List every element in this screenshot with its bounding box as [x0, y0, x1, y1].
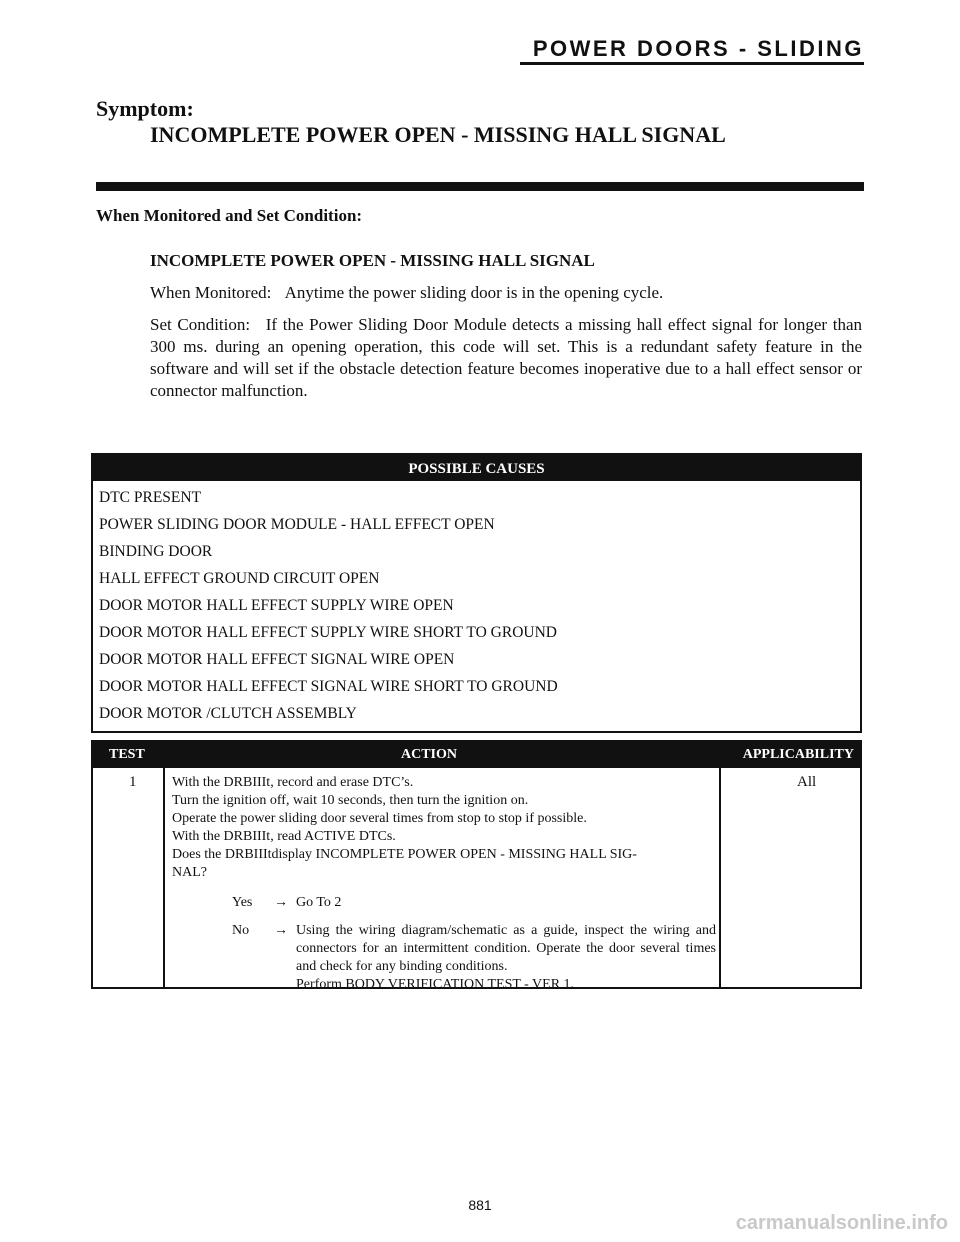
condition-title: INCOMPLETE POWER OPEN - MISSING HALL SIGNAL	[150, 251, 595, 270]
action-step: With the DRBIIIt, record and erase DTC’s.	[172, 775, 414, 790]
cause-item: POWER SLIDING DOOR MODULE - HALL EFFECT OPEN	[99, 516, 495, 533]
cause-item: DOOR MOTOR HALL EFFECT SUPPLY WIRE SHORT TO GROUND	[99, 624, 557, 641]
no-result-verification: Perform BODY VERIFICATION TEST - VER 1.	[296, 977, 575, 992]
watermark: carmanualsonline.info	[735, 1212, 948, 1234]
no-result: Using the wiring diagram/schematic as a guide, inspect the wiring and connectors for an intermittent condition. Operate the door several times and check for any binding conditions.	[296, 923, 716, 974]
applicability-column-header: APPLICABILITY	[742, 747, 854, 762]
page-header-title: POWER DOORS - SLIDING	[532, 36, 864, 61]
column-divider	[163, 768, 165, 987]
possible-causes-heading: POSSIBLE CAUSES	[93, 455, 860, 481]
test-column-header: TEST	[109, 747, 145, 762]
yes-label: Yes	[232, 895, 253, 910]
test-applicability: All	[797, 774, 817, 790]
action-step: NAL?	[172, 865, 207, 880]
when-monitored-paragraph	[150, 282, 862, 304]
test-number: 1	[129, 774, 137, 790]
cause-item: BINDING DOOR	[99, 543, 213, 560]
cause-item: DOOR MOTOR HALL EFFECT SIGNAL WIRE SHORT TO GROUND	[99, 678, 558, 695]
monitored-heading: When Monitored and Set Condition:	[96, 206, 363, 225]
yes-outcome	[172, 894, 716, 912]
test-action	[172, 774, 716, 994]
cause-item: DOOR MOTOR HALL EFFECT SIGNAL WIRE OPEN	[99, 651, 455, 668]
cause-item: DOOR MOTOR /CLUTCH ASSEMBLY	[99, 705, 357, 722]
arrow-right-icon: →	[274, 923, 288, 938]
condition-block	[150, 250, 862, 412]
possible-causes-box	[91, 453, 862, 733]
test-table-header	[93, 742, 860, 768]
cause-item: DOOR MOTOR HALL EFFECT SUPPLY WIRE OPEN	[99, 597, 454, 614]
column-divider	[719, 768, 721, 987]
cause-item: DTC PRESENT	[99, 489, 202, 506]
no-label: No	[232, 923, 250, 938]
action-step: Operate the power sliding door several times from stop to stop if possible.	[172, 811, 587, 826]
set-condition-text: If the Power Sliding Door Module detects a missing hall effect signal for longer than 300 ms. during an opening operation, this code will set. This is a redundant safety feature in the software and will set if the obstacle detection feature becomes inoperative due to a hall effect sensor or connector malfunction.	[150, 315, 862, 400]
set-condition-label: Set Condition:	[150, 315, 251, 334]
symptom-label: Symptom:	[96, 96, 194, 121]
action-column-header: ACTION	[401, 747, 458, 762]
cause-item: HALL EFFECT GROUND CIRCUIT OPEN	[99, 570, 380, 587]
action-step: Does the DRBIIItdisplay INCOMPLETE POWER OPEN - MISSING HALL SIG-	[172, 847, 637, 862]
no-outcome	[172, 922, 716, 994]
set-condition-paragraph	[150, 314, 862, 402]
header-rule	[520, 62, 864, 65]
yes-result: Go To 2	[296, 895, 342, 910]
possible-causes-list	[93, 481, 860, 731]
action-step: With the DRBIIIt, read ACTIVE DTCs.	[172, 829, 396, 844]
when-monitored-text: Anytime the power sliding door is in the opening cycle.	[284, 283, 664, 302]
when-monitored-label: When Monitored:	[150, 283, 272, 302]
test-table	[91, 740, 862, 992]
action-step: Turn the ignition off, wait 10 seconds, then turn the ignition on.	[172, 793, 529, 808]
symptom-title: INCOMPLETE POWER OPEN - MISSING HALL SIGNAL	[150, 122, 726, 147]
section-divider	[96, 182, 864, 191]
arrow-right-icon: →	[274, 895, 288, 910]
page-number: 881	[468, 1197, 492, 1213]
